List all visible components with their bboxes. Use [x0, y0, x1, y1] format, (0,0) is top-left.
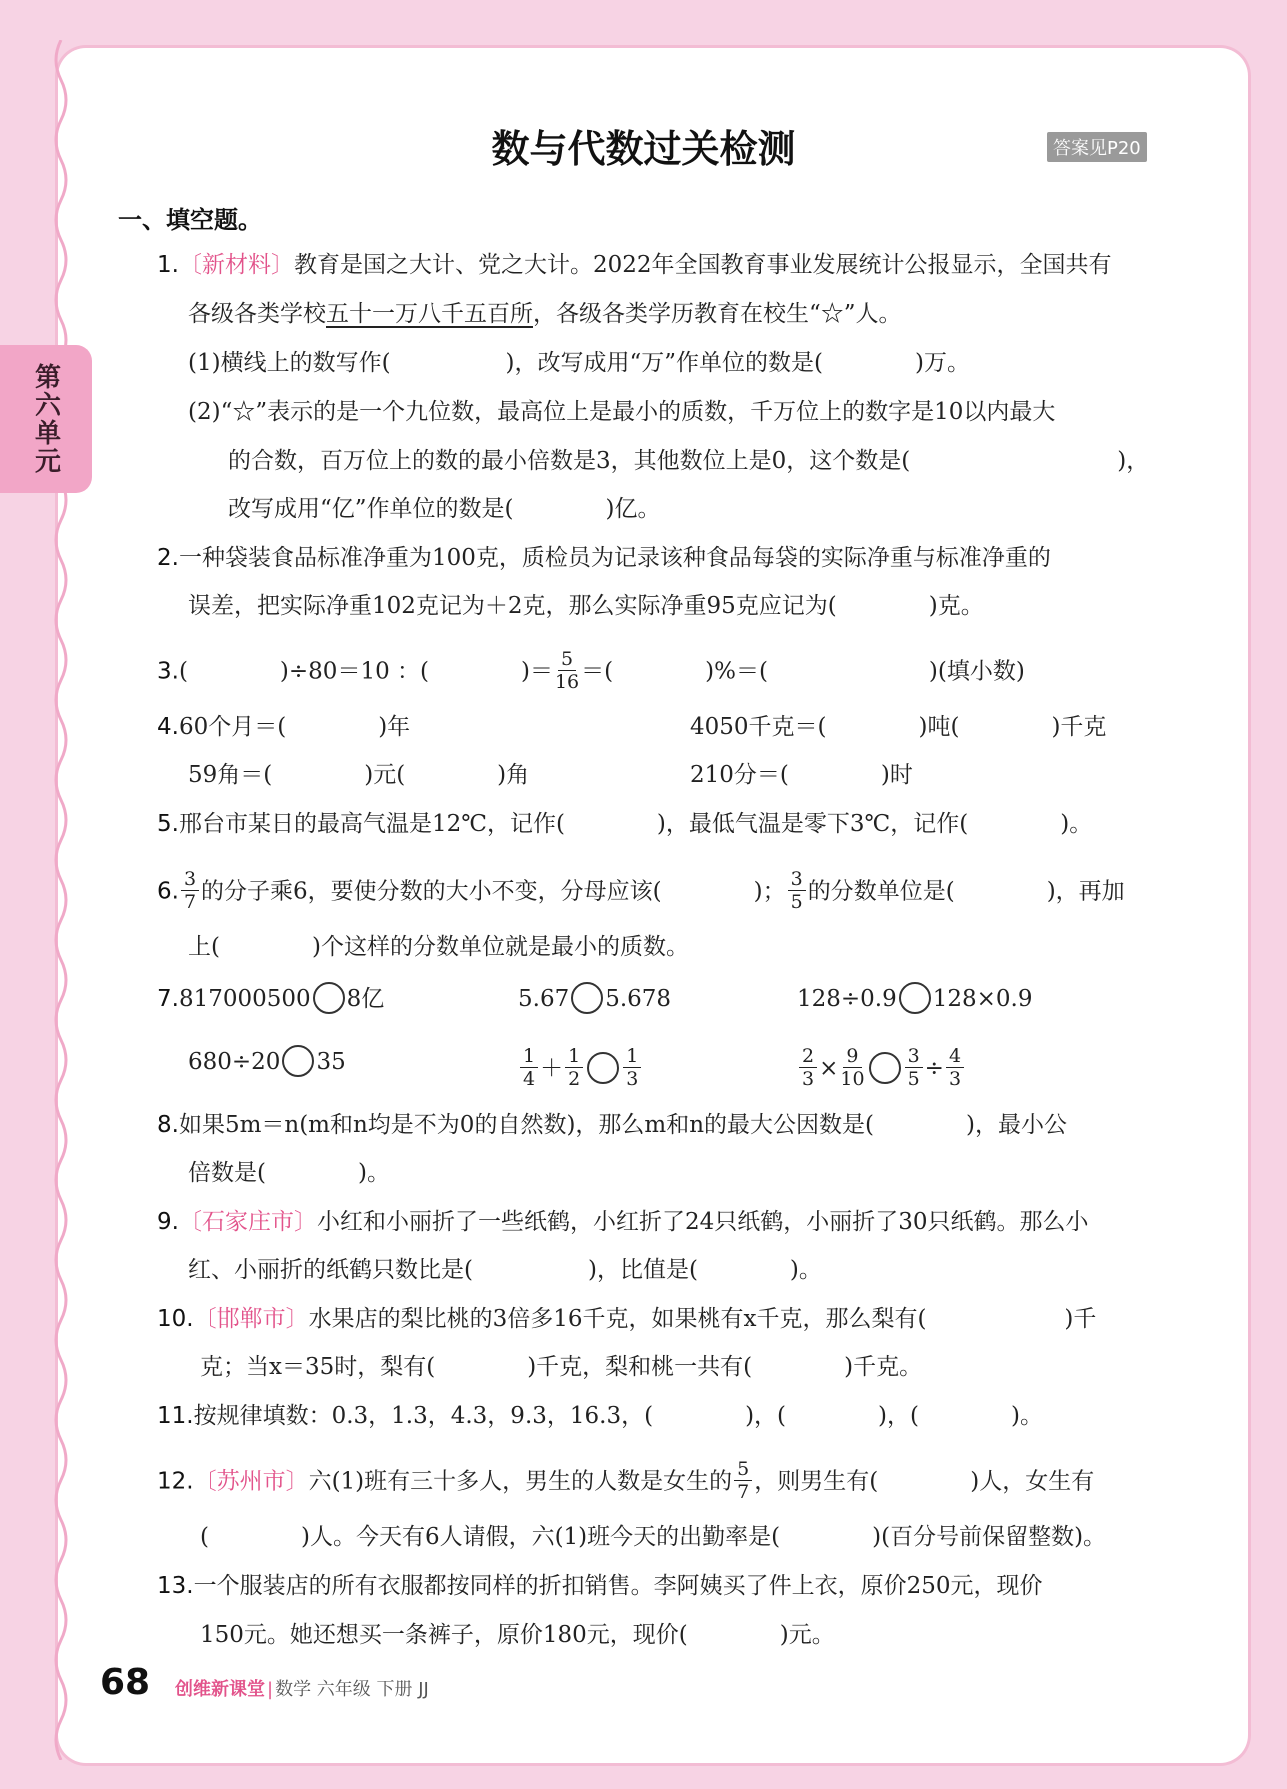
question-10-line-1 [157, 1304, 1096, 1334]
page-title: 数与代数过关检测 [491, 127, 796, 171]
question-text: 60个月＝( )年 [178, 714, 411, 740]
numerator: 5 [558, 648, 576, 671]
numerator: 1 [623, 1045, 641, 1068]
question-text: 的分子乘6，要使分数的大小不变，分母应该( )； [201, 878, 786, 905]
question-8-line-1 [157, 1110, 1067, 1140]
footer-separator: | [267, 1679, 274, 1700]
fraction [788, 868, 806, 913]
question-9-line-1 [157, 1207, 1089, 1237]
question-number: 12. [157, 1468, 194, 1495]
expression: 817000500 [178, 986, 311, 1012]
question-11 [157, 1401, 1043, 1431]
page-number: 68 [100, 1662, 151, 1703]
question-7-item-3 [797, 984, 1033, 1016]
wavy-border [48, 40, 74, 1760]
fraction [840, 1045, 864, 1090]
question-text: 教育是国之大计、党之大计。2022年全国教育事业发展统计公报显示，全国共有 [293, 252, 1112, 278]
question-text: ，各级各类学历教育在校生“☆”人。 [533, 301, 902, 327]
question-text: 水果店的梨比桃的3倍多16千克，如果桃有x千克，那么梨有( )千 [308, 1306, 1097, 1332]
question-text: 邢台市某日的最高气温是12℃，记作( )，最低气温是零下3℃，记作( )。 [178, 811, 1093, 837]
numerator: 9 [843, 1045, 861, 1068]
denominator: 2 [568, 1068, 581, 1090]
fraction [555, 648, 579, 693]
denominator: 3 [948, 1068, 962, 1090]
question-1-line-2 [188, 299, 902, 329]
question-12-line-2: ( )人。今天有6人请假，六(1)班今天的出勤率是( )(百分号前保留整数)。 [200, 1524, 1107, 1550]
unit-side-tab [0, 345, 92, 493]
answer-reference-badge: 答案见P20 [1047, 132, 1147, 162]
question-8-line-2: 倍数是( )。 [188, 1160, 390, 1186]
question-text: 的分数单位是( )，再加 [807, 878, 1125, 905]
numerator: 2 [799, 1045, 817, 1068]
denominator: 7 [183, 891, 197, 913]
question-number: 8. [157, 1112, 179, 1138]
expression: 5.678 [605, 986, 672, 1012]
question-text: ( )÷80＝10 ：( )＝ [178, 658, 553, 685]
question-1-part-2-line-1: (2)“☆”表示的是一个九位数，最高位上是最小的质数，千万位上的数字是10以内最大 [188, 399, 1056, 425]
fraction [181, 868, 199, 913]
denominator: 4 [523, 1068, 536, 1090]
question-6-line-1 [157, 870, 1125, 915]
numerator: 3 [181, 868, 199, 891]
question-4-item-d: 210分＝( )时 [690, 762, 913, 788]
question-text: 六(1)班有三十多人，男生的人数是女生的 [308, 1468, 733, 1495]
numerator: 3 [905, 1045, 923, 1068]
question-5 [157, 809, 1092, 839]
question-number: 9. [157, 1209, 179, 1235]
unit-label: 第六单元 [30, 363, 61, 475]
question-7-item-4 [188, 1047, 346, 1079]
numerator: 1 [565, 1045, 583, 1068]
source-tag: 〔邯郸市〕 [193, 1306, 309, 1332]
question-9-line-2: 红、小丽折的纸鹤只数比是( )，比值是( )。 [188, 1257, 822, 1283]
source-tag: 〔新材料〕 [178, 252, 294, 278]
question-number: 7. [157, 986, 179, 1012]
fraction [946, 1045, 964, 1090]
question-13-line-2: 150元。她还想买一条裤子，原价180元，现价( )元。 [200, 1622, 835, 1648]
question-7-item-2 [518, 984, 671, 1016]
question-2-line-1 [157, 543, 1051, 573]
comparison-circle[interactable] [899, 982, 931, 1014]
source-tag: 〔苏州市〕 [193, 1468, 309, 1495]
expression: 128×0.9 [932, 986, 1033, 1012]
question-6-line-2: 上( )个这样的分数单位就是最小的质数。 [188, 934, 689, 960]
question-1-part-2-line-3: 改写成用“亿”作单位的数是( )亿。 [228, 496, 661, 522]
section-heading: 一、填空题。 [118, 206, 262, 234]
denominator: 3 [802, 1068, 815, 1090]
denominator: 16 [554, 671, 580, 693]
comparison-circle[interactable] [571, 982, 603, 1014]
brand-name: 创维新课堂 [175, 1679, 265, 1700]
operator: × [819, 1055, 839, 1082]
question-1-part-2-line-2: 的合数，百万位上的数的最小倍数是3，其他数位上是0，这个数是( )， [228, 448, 1150, 474]
numerator: 3 [788, 868, 806, 891]
fraction [565, 1045, 583, 1090]
question-number: 13. [157, 1573, 194, 1599]
question-10-line-2: 克；当x＝35时，梨有( )千克，梨和桃一共有( )千克。 [200, 1354, 923, 1380]
question-text: 一种袋装食品标准净重为100克，质检员为记录该种食品每袋的实际净重与标准净重的 [178, 545, 1051, 571]
question-number: 5. [157, 811, 179, 837]
denominator: 5 [790, 891, 803, 913]
question-4-item-c: 59角＝( )元( )角 [188, 762, 530, 788]
question-text: ＝( )%＝( )(填小数) [581, 658, 1025, 685]
question-text: ，则男生有( )人，女生有 [754, 1468, 1095, 1495]
question-1-line-1 [157, 250, 1112, 280]
question-3 [157, 650, 1025, 695]
denominator: 3 [626, 1068, 639, 1090]
denominator: 7 [737, 1481, 750, 1503]
question-7-item-5 [518, 1047, 643, 1092]
expression: 8亿 [346, 986, 385, 1012]
question-number: 3. [157, 658, 179, 685]
comparison-circle[interactable] [313, 982, 345, 1014]
question-4-item-b: 4050千克＝( )吨( )千克 [690, 714, 1107, 740]
book-info: 数学 六年级 下册 JJ [275, 1679, 429, 1700]
expression: 680÷20 [188, 1049, 281, 1075]
expression: 128÷0.9 [797, 986, 897, 1012]
comparison-circle[interactable] [587, 1052, 619, 1084]
numerator: 1 [520, 1045, 538, 1068]
question-number: 11. [157, 1403, 194, 1429]
question-number: 4. [157, 714, 179, 740]
question-2-line-2: 误差，把实际净重102克记为＋2克，那么实际净重95克应记为( )克。 [188, 593, 984, 619]
question-number: 10. [157, 1306, 194, 1332]
question-7-item-1 [157, 984, 384, 1016]
question-text: 各级各类学校 [188, 301, 326, 327]
fraction [623, 1045, 641, 1090]
underlined-number-text: 五十一万八千五百所 [326, 301, 533, 327]
numerator: 5 [734, 1458, 752, 1481]
fraction [905, 1045, 923, 1090]
expression: 5.67 [518, 986, 570, 1012]
question-13-line-1 [157, 1571, 1042, 1601]
fraction [799, 1045, 817, 1090]
question-text: 小红和小丽折了一些纸鹤，小红折了24只纸鹤，小丽折了30只纸鹤。那么小 [316, 1209, 1089, 1235]
denominator: 10 [840, 1068, 865, 1090]
operator: ÷ [924, 1055, 944, 1082]
question-text: 一个服装店的所有衣服都按同样的折扣销售。李阿姨买了件上衣，原价250元，现价 [193, 1573, 1043, 1599]
comparison-circle[interactable] [869, 1052, 901, 1084]
footer-info [175, 1675, 429, 1701]
source-tag: 〔石家庄市〕 [178, 1209, 317, 1235]
expression: 35 [316, 1049, 346, 1075]
question-text: 如果5m＝n(m和n均是不为0的自然数)，那么m和n的最大公因数是( )，最小公 [178, 1112, 1067, 1138]
question-12-line-1 [157, 1460, 1094, 1505]
numerator: 4 [946, 1045, 964, 1068]
comparison-circle[interactable] [282, 1045, 314, 1077]
question-number: 1. [157, 252, 179, 278]
question-4-item-a [157, 712, 410, 742]
fraction [520, 1045, 538, 1090]
question-number: 6. [157, 878, 179, 905]
operator: ＋ [540, 1055, 564, 1082]
question-text: 按规律填数：0.3，1.3，4.3，9.3，16.3，( )，( )，( )。 [193, 1403, 1043, 1429]
question-7-item-6 [797, 1047, 966, 1092]
question-number: 2. [157, 545, 179, 571]
denominator: 5 [907, 1068, 920, 1090]
fraction [734, 1458, 752, 1503]
question-1-part-1: (1)横线上的数写作( )，改写成用“万”作单位的数是( )万。 [188, 350, 970, 376]
